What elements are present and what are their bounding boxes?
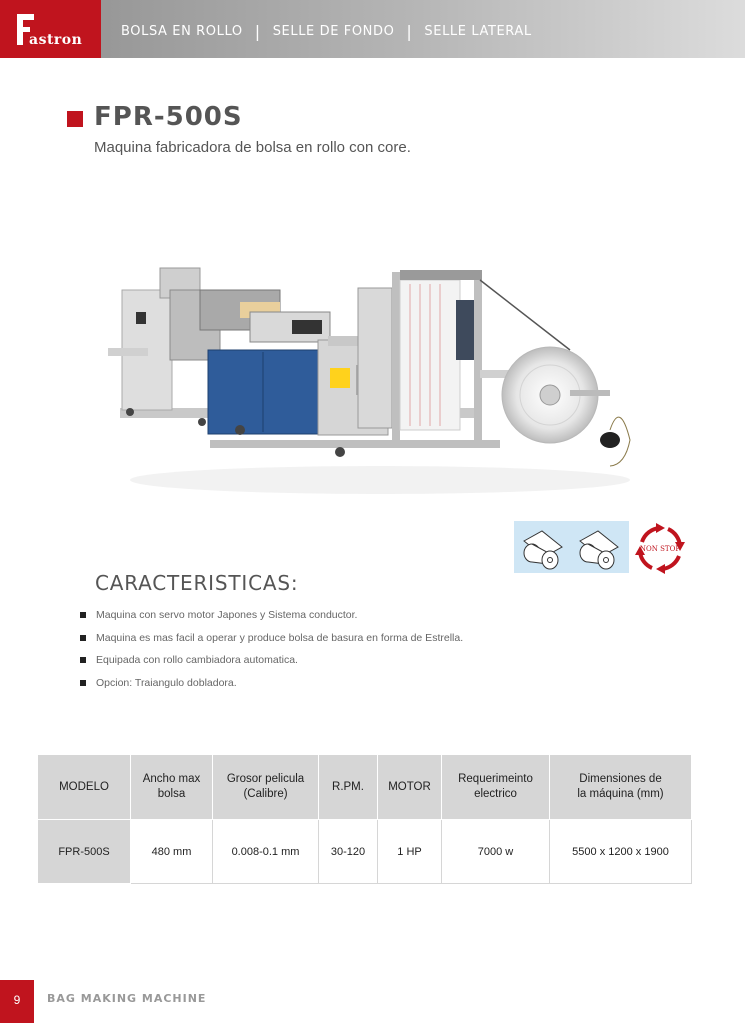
features-list <box>80 608 463 698</box>
bullet-icon <box>80 657 86 663</box>
nav-bolsa-en-rollo[interactable]: BOLSA EN ROLLO <box>121 24 243 39</box>
logo-text: astron <box>29 32 83 48</box>
title-marker <box>67 111 83 127</box>
cell-modelo: FPR-500S <box>38 820 131 884</box>
nonstop-text: NON STOP <box>639 545 681 553</box>
col-header-rpm: R.PM. <box>319 755 378 820</box>
col-header-dimensiones: Dimensiones de la máquina (mm) <box>550 755 692 820</box>
table-row <box>38 820 692 884</box>
nav-separator: | <box>254 22 261 41</box>
cell-requerimiento: 7000 w <box>442 820 550 884</box>
cell-grosor: 0.008-0.1 mm <box>213 820 319 884</box>
feature-item: Opcion: Traiangulo dobladora. <box>80 676 463 699</box>
col-header-grosor: Grosor pelicula (Calibre) <box>213 755 319 820</box>
features-title: CARACTERISTICAS: <box>95 571 299 595</box>
top-nav <box>121 22 532 41</box>
bullet-icon <box>80 635 86 641</box>
cell-dimensiones: 5500 x 1200 x 1900 <box>550 820 692 884</box>
feature-item: Maquina es mas facil a operar y produce bolsa de basura en forma de Estrella. <box>80 631 463 654</box>
table-header-row <box>38 755 692 820</box>
col-header-motor: MOTOR <box>378 755 442 820</box>
feature-item: Maquina con servo motor Japones y Sistema conductor. <box>80 608 463 631</box>
machine-photo <box>100 240 660 510</box>
brand-logo[interactable] <box>0 0 101 58</box>
top-header <box>0 0 745 58</box>
cycle-arrows-icon <box>632 520 688 576</box>
col-header-requerimiento: Requerimeinto electrico <box>442 755 550 820</box>
bullet-icon <box>80 680 86 686</box>
col-header-modelo: MODELO <box>38 755 131 820</box>
nav-selle-de-fondo[interactable]: SELLE DE FONDO <box>272 24 395 39</box>
roll-options-panel <box>514 521 629 573</box>
cell-ancho: 480 mm <box>131 820 213 884</box>
spec-table <box>37 754 692 884</box>
page-number: 9 <box>0 980 34 1023</box>
nonstop-badge <box>632 520 688 576</box>
nav-separator: | <box>406 22 413 41</box>
col-header-ancho: Ancho max bolsa <box>131 755 213 820</box>
product-description: Maquina fabricadora de bolsa en rollo con core. <box>94 139 411 156</box>
cell-rpm: 30-120 <box>319 820 378 884</box>
footer-label: BAG MAKING MACHINE <box>47 992 207 1005</box>
feature-item: Equipada con rollo cambiadora automatica. <box>80 653 463 676</box>
bag-roll-icon <box>514 521 629 573</box>
bullet-icon <box>80 612 86 618</box>
cell-motor: 1 HP <box>378 820 442 884</box>
product-model-title: FPR-500S <box>94 102 243 132</box>
nav-selle-lateral[interactable]: SELLE LATERAL <box>424 24 532 39</box>
